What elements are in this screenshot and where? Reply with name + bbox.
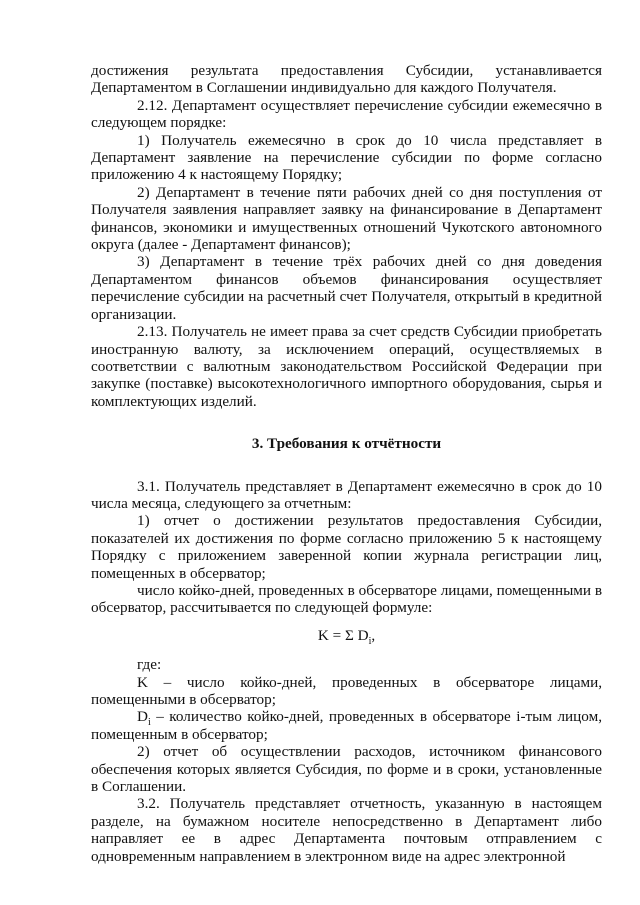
definition-k: K – число койко-дней, проведенных в обсерваторе лицами, помещенными в обсерватор; (91, 673, 602, 708)
paragraph-2-12-item-1: 1) Получатель ежемесячно в срок до 10 числа представляет в Департамент заявление на перечисление субсидии по форме согласно приложению 4 к настоящему Порядку; (91, 131, 602, 184)
formula (91, 626, 602, 647)
paragraph-continuation: достижения результата предоставления Субсидии, устанавливается Департаментом в Соглашении индивидуально для каждого Получателя. (91, 62, 602, 97)
paragraph-2-13: 2.13. Получатель не имеет права за счет средств Субсидии приобретать иностранную валюту, за исключением операций, осуществляемых в соответствии с валютным законодательством Российской Федерации при закупке (поставке) высокотехнологичного импортного оборудования, сырья и комплектующих изделий. (91, 323, 602, 410)
paragraph-3-2: 3.2. Получатель представляет отчетность, указанную в настоящем разделе, на бумажном носителе непосредственно в Департамент либо направляет ее в адрес Департамента почтовым отправлением с одновременным направлением в электронном виде на адрес электронной (91, 795, 602, 865)
paragraph-3-1-item-1: 1) отчет о достижении результатов предоставления Субсидии, показателей их достижения по форме согласно приложению 5 к настоящему Порядку с приложением заверенной копии журнала регистрации лиц, помещенных в обсерватор; (91, 512, 602, 582)
paragraph-3-1-item-2: 2) отчет об осуществлении расходов, источником финансового обеспечения которых является Субсидия, по форме и в сроки, установленные в Соглашении. (91, 743, 602, 796)
section-heading: 3. Требования к отчётности (251, 435, 442, 453)
paragraph-2-12-item-2: 2) Департамент в течение пяти рабочих дней со дня поступления от Получателя заявления направляет заявку на финансирование в Департамент финансов, экономики и имущественных отношений Чукотского автономного округа (далее - Департамент финансов); (91, 183, 602, 254)
definition-d-symbol: D (137, 708, 148, 726)
paragraph-2-12-item-3: 3) Департамент в течение трёх рабочих дней со дня доведения Департаментом финансов объемов финансирования осуществляет перечисление субсидии на расчетный счет Получателя, открытый в кредитной организации. (91, 253, 602, 323)
paragraph-formula-intro: число койко-дней, проведенных в обсерваторе лицами, помещенными в обсерватор, рассчитывается по следующей формуле: (91, 581, 602, 617)
definition-d-subscript: i (147, 717, 151, 729)
paragraph-2-12: 2.12. Департамент осуществляет перечисление субсидии ежемесячно в следующем порядке: (91, 96, 602, 132)
formula-tail: , (371, 626, 376, 644)
where-label: где: (137, 656, 162, 674)
formula-main: K = Σ D (317, 626, 369, 644)
formula-subscript: i (368, 635, 372, 647)
paragraph-3-1: 3.1. Получатель представляет в Департамент ежемесячно в срок до 10 числа месяца, следующего за отчетным: (91, 477, 602, 512)
definition-d-text: – количество койко-дней, проведенных в обсерваторе i-тым лицом, помещенным в обсерватор; (91, 708, 602, 743)
definition-d (91, 708, 602, 743)
